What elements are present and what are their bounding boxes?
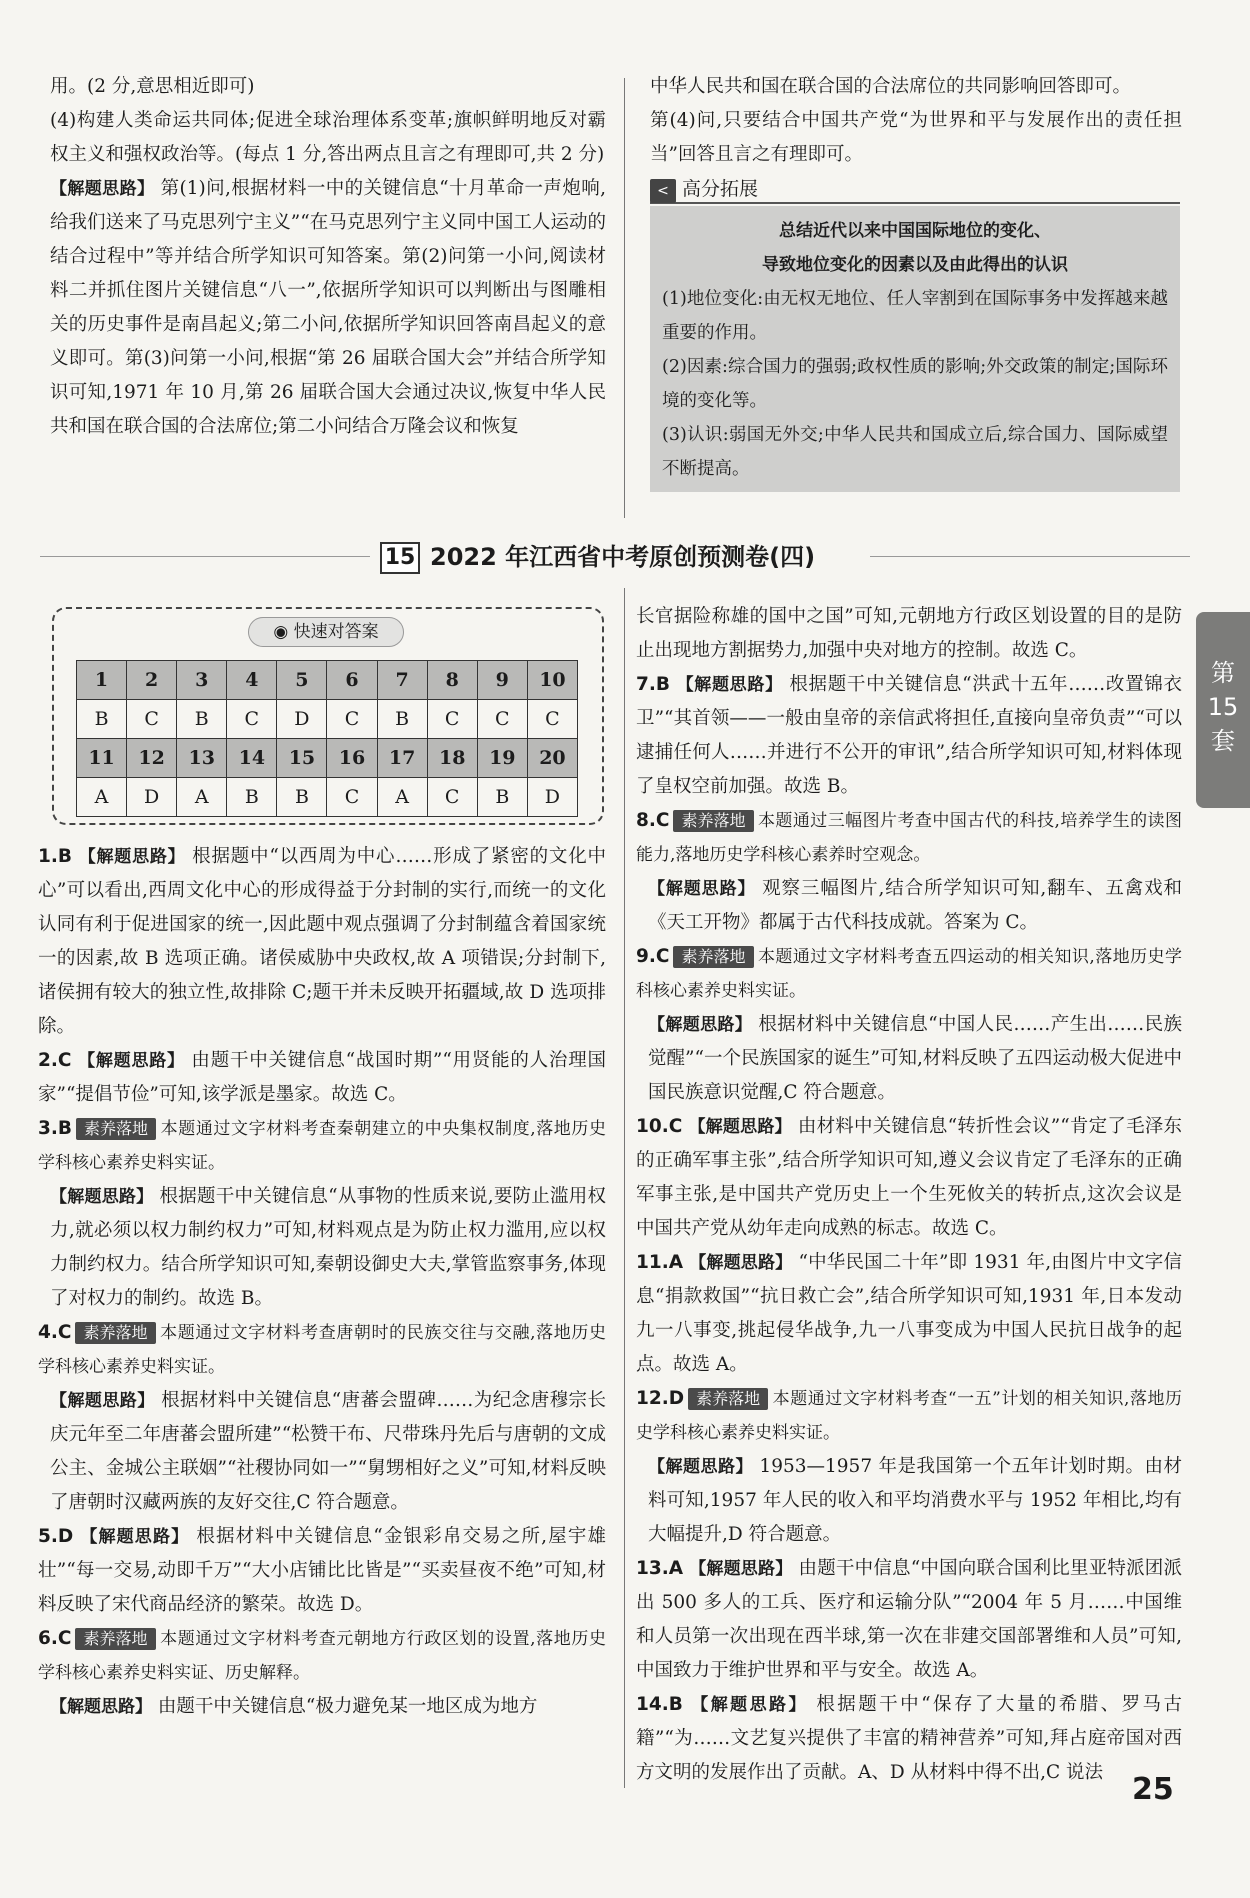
answer-cell: C (227, 700, 277, 739)
literacy-tag: 素养落地 (673, 946, 753, 968)
analysis-text: 根据材料中关键信息“金银彩帛交易之所,屋宇雄壮”“每一交易,动即千万”“大小店铺比比皆是”“买卖昼夜不绝”可知,材料反映了宋代商品经济的繁荣。故选 D。 (38, 1526, 607, 1615)
question-item (636, 804, 1182, 872)
answer-cell: C (327, 700, 377, 739)
answer-cell: 3 (177, 661, 227, 700)
analysis-tag: 【解题思路】 (50, 1697, 152, 1717)
analysis-text: 由题干中信息“中国向联合国利比里亚特派团派出 500 多人的工兵、医疗和运输分队”“2004 年 5 月……中国维和人员第一次出现在西半球,第一次在非建交国部署维和人员”可知,中国致力于维护世界和平与安全。故选 A。 (636, 1558, 1183, 1681)
set-tab-line1: 第 (1211, 659, 1235, 687)
set-tab-line3: 套 (1211, 727, 1235, 755)
question-item (636, 1688, 1182, 1790)
question-number: 14. (636, 1694, 669, 1715)
literacy-note: 本题通过文字材料考查秦朝建立的中央集权制度,落地历史学科核心素养史料实证。 (38, 1119, 606, 1173)
bottom-left-column (38, 840, 606, 1724)
analysis-text: 由题干中关键信息“战国时期”“用贤能的人治理国家”“提倡节俭”可知,该学派是墨家。故选 C。 (38, 1050, 606, 1105)
answer-line: 用。(2 分,意思相近即可) (50, 76, 255, 97)
page-number: 25 (1132, 1772, 1174, 1807)
extension-box (650, 206, 1180, 492)
set-tab-line2: 15 (1207, 693, 1239, 721)
question-answer: C (57, 1050, 72, 1071)
analysis-text: 由题干中关键信息“极力避免某一地区成为地方 (157, 1696, 538, 1717)
question-item (636, 1110, 1182, 1246)
question-number: 5. (38, 1526, 58, 1547)
answer-cell: B (177, 700, 227, 739)
question-answer: D (668, 1388, 685, 1409)
answer-cell: C (527, 700, 577, 739)
answer-cell: 9 (477, 661, 527, 700)
question-answer: A (668, 1558, 684, 1579)
answer-cell: A (77, 778, 127, 817)
answer-cell: D (277, 700, 327, 739)
question-analysis (38, 1690, 606, 1724)
question-answer: C (57, 1322, 72, 1343)
quick-answer-badge (248, 617, 404, 647)
analysis-text: 根据题干中关键信息“洪武十五年……改置锦衣卫”“其首领——一般由皇帝的亲信武将担任,直接向皇帝负责”“可以逮捕任何人……并进行不公开的审讯”,结合所学知识可知,材料体现了皇权空前加强。故选 B。 (636, 674, 1182, 797)
answer-cell: 7 (377, 661, 427, 700)
answer-cell: C (327, 778, 377, 817)
answer-cell: B (227, 778, 277, 817)
analysis-tag: 【解题思路】 (689, 1253, 793, 1273)
extension-heading: 高分拓展 (682, 178, 759, 200)
section-heading: 2022 年江西省中考原创预测卷(四) (430, 543, 816, 571)
analysis-tag: 【解题思路】 (689, 1559, 793, 1579)
question-answer: C (57, 1628, 72, 1649)
question-number: 6. (38, 1628, 58, 1649)
top-right-column (650, 70, 1182, 172)
literacy-note: 本题通过文字材料考查五四运动的相关知识,落地历史学科核心素养史料实证。 (636, 947, 1182, 1001)
answer-cell: 19 (477, 739, 527, 778)
question-analysis (636, 1450, 1182, 1552)
answer-cell: C (427, 700, 477, 739)
literacy-tag: 素养落地 (673, 810, 753, 832)
answer-letter-row (77, 700, 578, 739)
top-left-column (50, 70, 606, 444)
answer-letter-row (77, 778, 578, 817)
answer-cell: B (377, 700, 427, 739)
analysis-tag: 【解题思路】 (50, 179, 155, 199)
question-number: 4. (38, 1322, 58, 1343)
question-item (636, 1246, 1182, 1382)
answer-cell: 15 (277, 739, 327, 778)
answer-cell: 14 (227, 739, 277, 778)
extension-item: (1)地位变化:由无权无地位、任人宰割到在国际事务中发挥越来越重要的作用。 (662, 289, 1168, 343)
question-number: 2. (38, 1050, 58, 1071)
answer-cell: B (77, 700, 127, 739)
question-item (636, 1382, 1182, 1450)
question-analysis (636, 872, 1182, 940)
section-number: 15 (380, 542, 420, 574)
question-item (38, 1520, 606, 1622)
question-number: 11. (636, 1252, 669, 1273)
question-item (636, 600, 1182, 668)
literacy-note: 本题通过文字材料考查元朝地方行政区划的设置,落地历史学科核心素养史料实证、历史解释。 (38, 1629, 606, 1683)
question-number: 8. (636, 810, 656, 831)
analysis-paragraph (50, 172, 606, 444)
analysis-text: 根据材料中关键信息“中国人民……产生出……民族觉醒”“一个民族国家的诞生”可知,材料反映了五四运动极大促进中国民族意识觉醒,C 符合题意。 (648, 1014, 1183, 1103)
question-item (38, 1622, 606, 1690)
extension-title-line1: 总结近代以来中国国际地位的变化、 (779, 221, 1051, 241)
question-answer: C (655, 946, 670, 967)
analysis-text: 长官据险称雄的国中之国”可知,元朝地方行政区划设置的目的是防止出现地方割据势力,加强中央对地方的控制。故选 C。 (636, 606, 1182, 661)
column-divider (624, 78, 625, 518)
set-tab (1196, 612, 1250, 808)
answer-cell: A (177, 778, 227, 817)
literacy-tag: 素养落地 (75, 1322, 155, 1344)
analysis-tag: 【解题思路】 (50, 1391, 155, 1411)
answer-cell: 18 (427, 739, 477, 778)
answer-cell: 11 (77, 739, 127, 778)
question-item (636, 940, 1182, 1008)
analysis-text: 观察三幅图片,结合所学知识可知,翻车、五禽戏和《天工开物》都属于古代科技成就。答案为 C。 (648, 878, 1183, 933)
quick-answer-label: 快速对答案 (293, 622, 379, 642)
question-number: 3. (38, 1118, 58, 1139)
answer-line: 中华人民共和国在联合国的合法席位的共同影响回答即可。 (650, 76, 1132, 97)
question-item (636, 1552, 1182, 1688)
analysis-tag: 【解题思路】 (691, 1695, 808, 1715)
literacy-note: 本题通过三幅图片考查中国古代的科技,培养学生的读图能力,落地历史学科核心素养时空观念。 (636, 811, 1182, 865)
question-item (38, 1112, 606, 1180)
question-answer: C (668, 1116, 683, 1137)
analysis-tag: 【解题思路】 (50, 1187, 154, 1207)
answer-number-row (77, 661, 578, 700)
answer-cell: B (277, 778, 327, 817)
extension-item: (2)因素:综合国力的强弱;政权性质的影响;外交政策的制定;国际环境的变化等。 (662, 357, 1168, 411)
analysis-text: 第(1)问,根据材料一中的关键信息“十月革命一声炮响,给我们送来了马克思列宁主义”“在马克思列宁主义同中国工人运动的结合过程中”等并结合所学知识可知答案。第(2)问第一小问,阅读材料二并抓住图片关键信息“八一”,依据所学知识可以判断出与图雕相关的历史事件是南昌起义;第二小问,依据所学知识回答南昌起义的意义即可。第(3)问第一小问,根据“第 26 届联合国大会”并结合所学知识可知,1971 年 10 月,第 26 届联合国大会通过决议,恢复中华人民共和国在联合国的合法席位;第二小问结合万隆会议和恢复 (50, 178, 606, 437)
answer-cell: C (427, 778, 477, 817)
quick-answer-table (76, 660, 578, 817)
extension-item: (3)认识:弱国无外交;中华人民共和国成立后,综合国力、国际威望不断提高。 (662, 425, 1168, 479)
analysis-text: “中华民国二十年”即 1931 年,由图片中文字信息“捐款救国”“抗日救亡会”,结合所学知识可知,1931 年,日本发动九一八事变,挑起侵华战争,九一八事变成为中国人民抗日战争的起点。故选 A。 (636, 1252, 1182, 1375)
analysis-tag: 【解题思路】 (80, 1527, 190, 1547)
column-divider (624, 588, 625, 1788)
question-item (38, 1316, 606, 1384)
answer-cell: 2 (127, 661, 177, 700)
answer-number-row (77, 739, 578, 778)
answer-cell: C (127, 700, 177, 739)
question-analysis (38, 1180, 606, 1316)
analysis-text: 由材料中关键信息“转折性会议”“肯定了毛泽东的正确军事主张”,结合所学知识可知,遵义会议肯定了毛泽东的正确军事主张,是中国共产党历史上一个生死攸关的转折点,这次会议是中国共产党从幼年走向成熟的标志。故选 C。 (636, 1116, 1182, 1239)
share-icon: < (650, 179, 676, 203)
extension-header (650, 176, 1180, 204)
question-item (636, 668, 1182, 804)
question-analysis (636, 1008, 1182, 1110)
answer-cell: 17 (377, 739, 427, 778)
analysis-tag: 【解题思路】 (648, 879, 756, 899)
analysis-text: 根据题中“以西周为中心……形成了紧密的文化中心”可以看出,西周文化中心的形成得益于分封制的实行,而统一的文化认同有利于促进国家的统一,因此题中观点强调了分封制蕴含着国家统一的因素,故 B 选项正确。诸侯威胁中央政权,故 A 项错误;分封制下,诸侯拥有较大的独立性,故排除 C;题干并未反映开拓疆域,故 D 选项排除。 (38, 846, 606, 1037)
literacy-note: 本题通过文字材料考查“一五”计划的相关知识,落地历史学科核心素养史料实证。 (636, 1389, 1182, 1443)
question-answer: B (655, 674, 671, 695)
question-answer: C (655, 810, 670, 831)
question-item (38, 1044, 606, 1112)
check-icon: ◉ (273, 622, 289, 642)
question-answer: A (668, 1252, 684, 1273)
answer-cell: D (127, 778, 177, 817)
analysis-text: 1953—1957 年是我国第一个五年计划时期。由材料可知,1957 年人民的收入和平均消费水平与 1952 年相比,均有大幅提升,D 符合题意。 (648, 1456, 1183, 1545)
analysis-tag: 【解题思路】 (648, 1457, 754, 1477)
answer-cell: 12 (127, 739, 177, 778)
analysis-tag: 【解题思路】 (78, 1051, 185, 1071)
question-analysis (38, 1384, 606, 1520)
section-rule-left (40, 556, 370, 557)
literacy-tag: 素养落地 (75, 1628, 155, 1650)
answer-cell: 4 (227, 661, 277, 700)
analysis-text: 根据题干中关键信息“从事物的性质来说,要防止滥用权力,就必须以权力制约权力”可知,材料观点是为防止权力滥用,应以权力制约权力。结合所学知识可知,秦朝设御史大夫,掌管监察事务,体现了对权力的制约。故选 B。 (50, 1186, 606, 1309)
analysis-tag: 【解题思路】 (688, 1117, 792, 1137)
literacy-tag: 素养落地 (76, 1118, 156, 1140)
question-number: 12. (636, 1388, 669, 1409)
analysis-text: 根据材料中关键信息“唐蕃会盟碑……为纪念唐穆宗长庆元年至二年唐蕃会盟所建”“松赞干布、尺带珠丹先后与唐朝的文成公主、金城公主联姻”“社稷协同如一”“舅甥相好之义”可知,材料反映了唐朝时汉藏两族的友好交往,C 符合题意。 (50, 1390, 606, 1513)
question-number: 1. (38, 846, 58, 867)
answer-cell: 10 (527, 661, 577, 700)
extension-title-line2: 导致地位变化的因素以及由此得出的认识 (762, 255, 1068, 275)
question-number: 7. (636, 674, 656, 695)
answer-cell: 13 (177, 739, 227, 778)
analysis-text: 根据题干中“保存了大量的希腊、罗马古籍”“为……文艺复兴提供了丰富的精神营养”可知,拜占庭帝国对西方文明的发展作出了贡献。A、D 从材料中得不出,C 说法 (636, 1694, 1182, 1783)
bottom-right-column (636, 600, 1182, 1790)
literacy-note: 本题通过文字材料考查唐朝时的民族交往与交融,落地历史学科核心素养史料实证。 (38, 1323, 606, 1377)
analysis-tag: 【解题思路】 (648, 1015, 753, 1035)
answer-cell: 16 (327, 739, 377, 778)
answer-cell: 8 (427, 661, 477, 700)
answer-cell: B (477, 778, 527, 817)
question-answer: B (57, 846, 73, 867)
answer-cell: D (527, 778, 577, 817)
question-item (38, 840, 606, 1044)
answer-cell: 20 (527, 739, 577, 778)
answer-cell: 6 (327, 661, 377, 700)
analysis-tag: 【解题思路】 (78, 847, 186, 867)
question-number: 10. (636, 1116, 669, 1137)
question-answer: D (57, 1526, 74, 1547)
question-answer: B (57, 1118, 73, 1139)
question-answer: B (668, 1694, 683, 1715)
answer-cell: 1 (77, 661, 127, 700)
answer-line: 第(4)问,只要结合中国共产党“为世界和平与发展作出的责任担当”回答且言之有理即可。 (650, 110, 1182, 165)
answer-cell: C (477, 700, 527, 739)
analysis-tag: 【解题思路】 (676, 675, 783, 695)
answer-cell: 5 (277, 661, 327, 700)
section-rule-right (870, 556, 1190, 557)
question-number: 9. (636, 946, 656, 967)
section-title (380, 537, 880, 577)
question-number: 13. (636, 1558, 669, 1579)
answer-cell: A (377, 778, 427, 817)
answer-line: (4)构建人类命运共同体;促进全球治理体系变革;旗帜鲜明地反对霸权主义和强权政治等。(每点 1 分,答出两点且言之有理即可,共 2 分) (50, 110, 606, 165)
literacy-tag: 素养落地 (688, 1388, 768, 1410)
